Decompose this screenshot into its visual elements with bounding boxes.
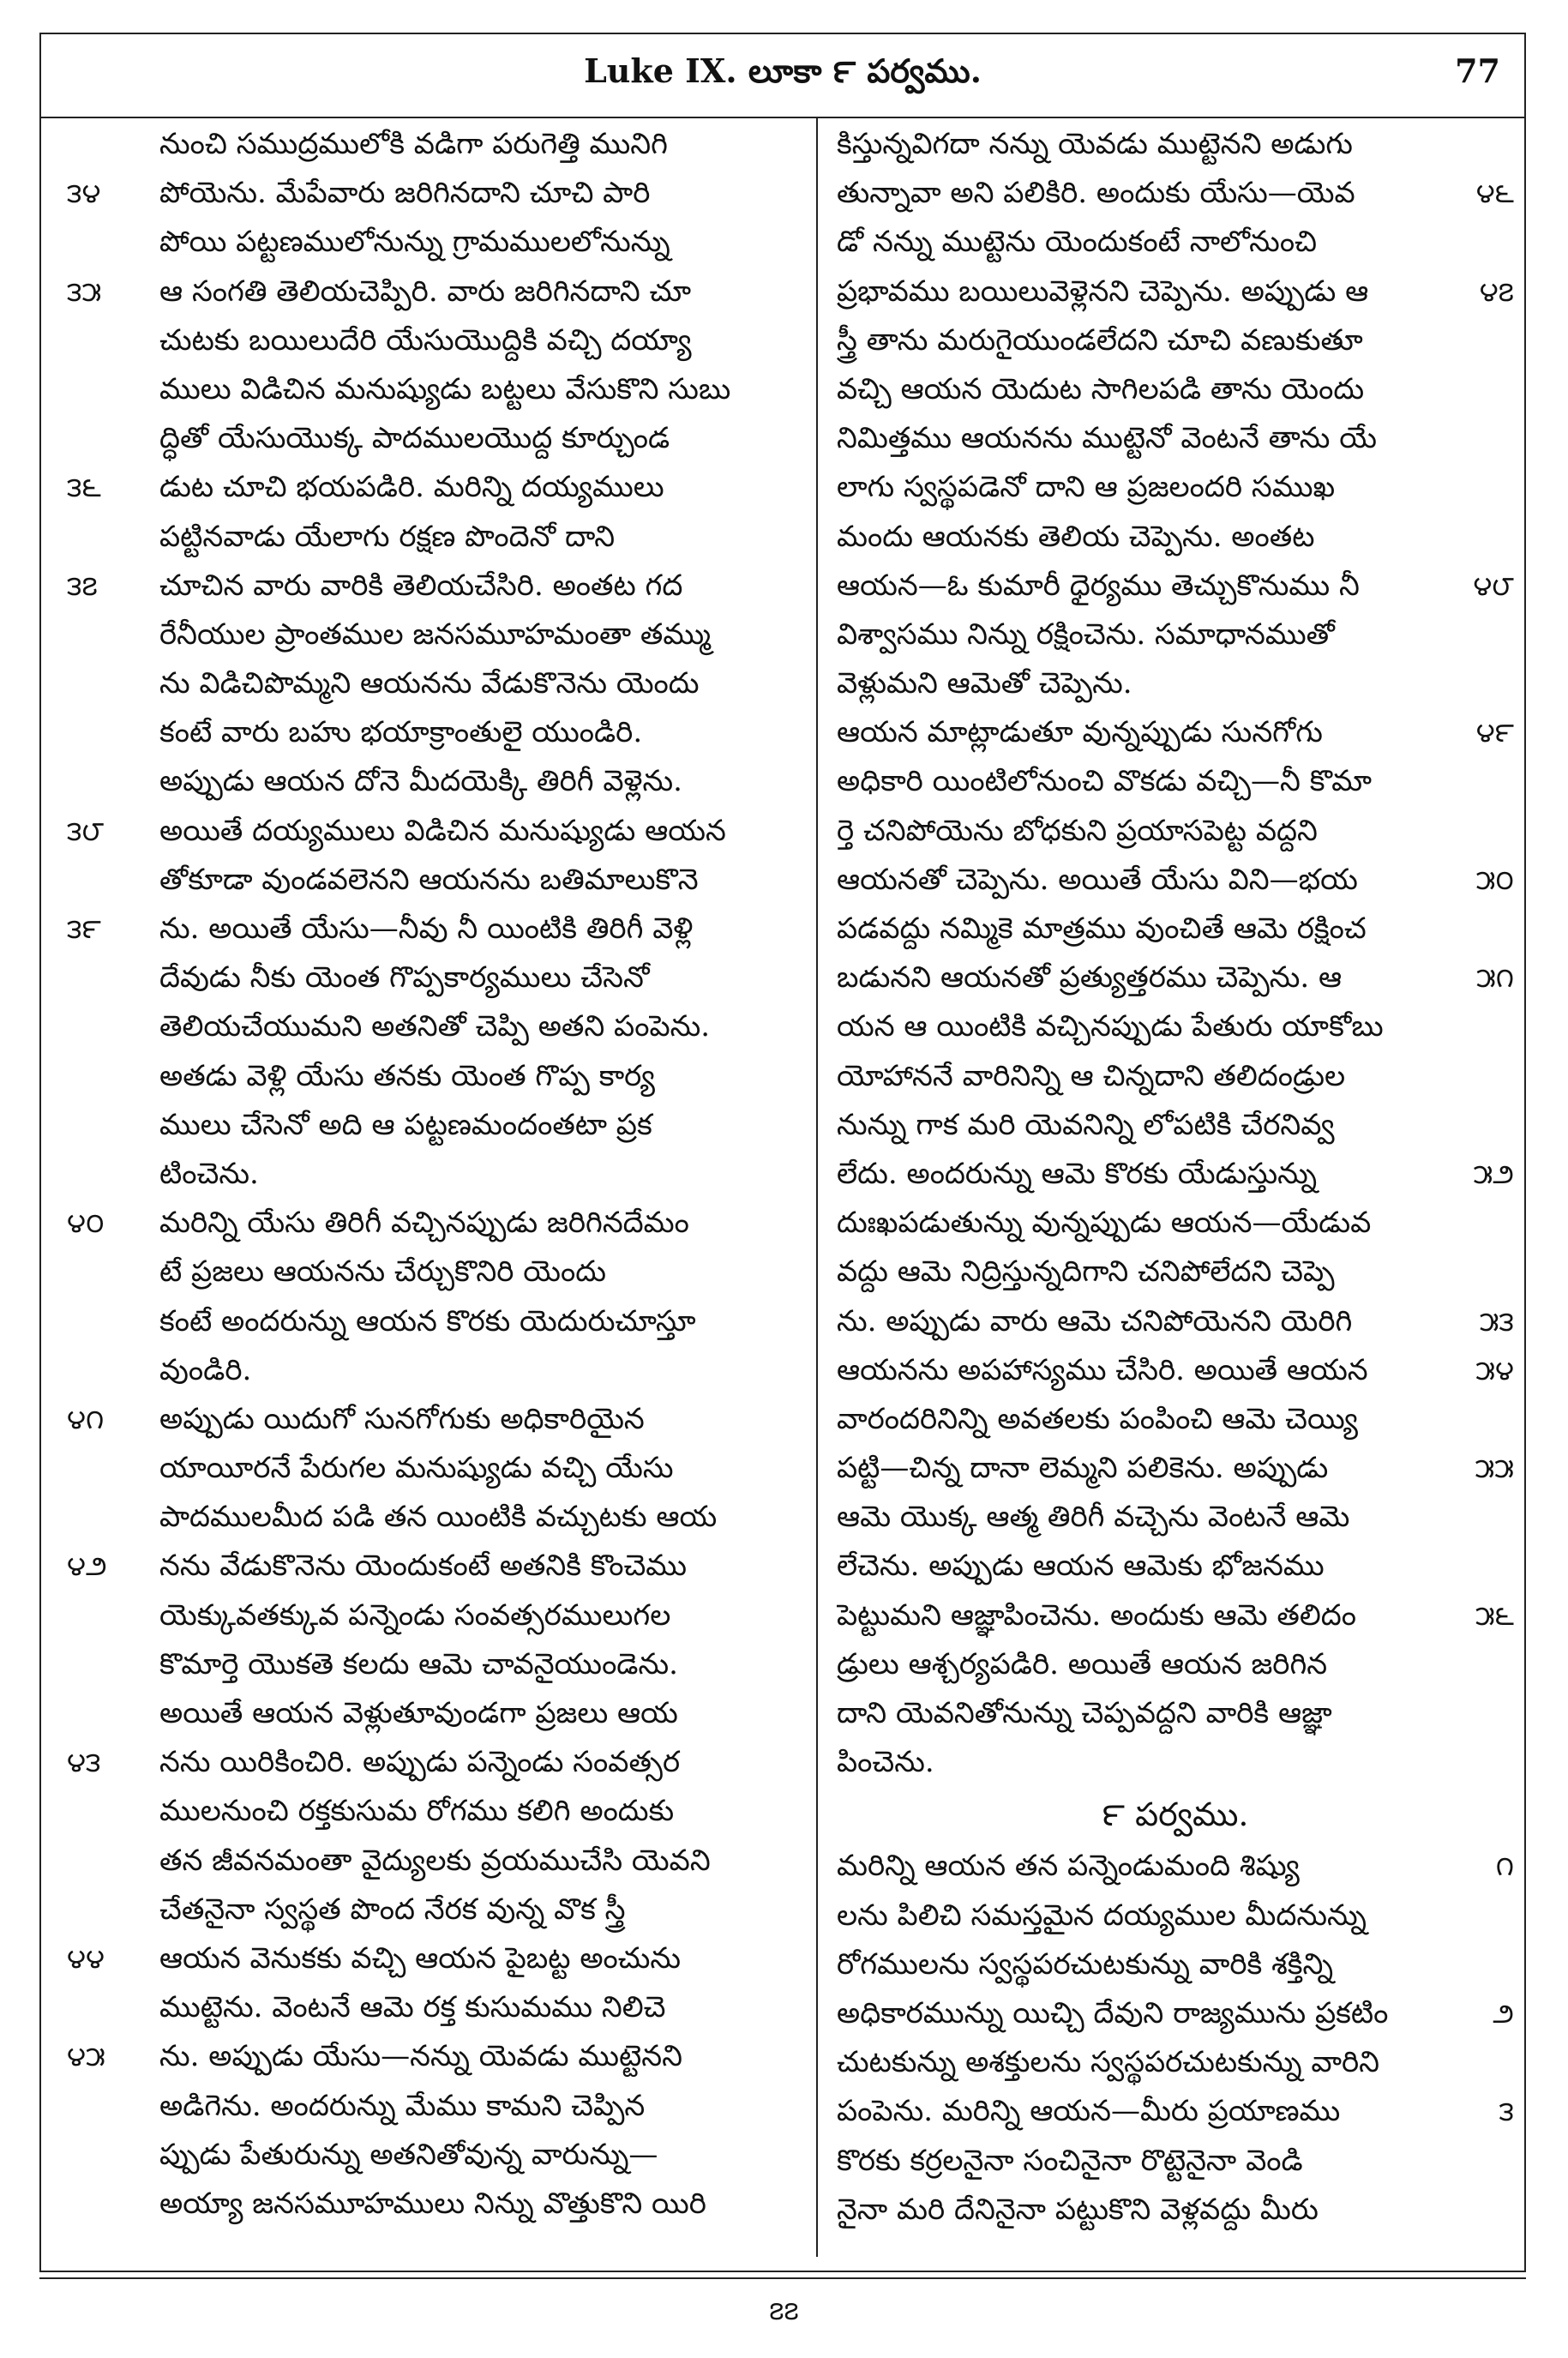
text-line [67, 757, 801, 806]
text-line [67, 1837, 801, 1886]
verse-number: ౩౬ [67, 471, 101, 504]
text-line [837, 1689, 1514, 1738]
text-line [837, 1493, 1514, 1542]
text-line [67, 1248, 801, 1296]
verse-number: ౪౭ [1479, 274, 1514, 308]
text-line [837, 1989, 1514, 2038]
verse-number: ౩ [1499, 2095, 1514, 2128]
line-text: పట్టి—చిన్న దానా లెమ్మని పలికెను. అప్పుడు [837, 1451, 1329, 1486]
line-text: యాయీరనే పేరుగల మనుష్యుడు వచ్చి యేసు [159, 1451, 674, 1486]
verse-number: ౪౬ [1475, 177, 1514, 210]
line-text: నిమిత్తము ఆయనను ముట్టెనో వెంటనే తాను యే [837, 421, 1377, 456]
text-line [837, 1395, 1514, 1444]
line-text: తన జీవనమంతా వైద్యులకు వ్రయముచేసి యెవని [159, 1843, 711, 1878]
text-line [67, 1052, 801, 1101]
line-text: లాగు స్వస్థపడెనో దాని ఆ ప్రజలందరి సముఖ [837, 470, 1336, 505]
text-line [67, 1346, 801, 1395]
line-text: ఆమె యొక్క ఆత్మ తిరిగీ వచ్చెను వెంటనే ఆమె [837, 1500, 1350, 1535]
text-line [67, 1101, 801, 1150]
text-line [67, 218, 801, 267]
line-text: మరిన్ని యేసు తిరిగీ వచ్చినప్పుడు జరిగినదేమం [159, 1206, 689, 1241]
text-line [67, 611, 801, 659]
line-text: తోకూడా వుండవలెనని ఆయనను బతిమాలుకొనె [159, 862, 699, 897]
line-text: పించెను. [837, 1745, 934, 1780]
line-text: కొమార్తె యొకతె కలదు ఆమె చావనైయుండెను. [159, 1646, 678, 1681]
text-line [67, 1787, 801, 1836]
text-line [837, 268, 1514, 316]
text-line [837, 169, 1514, 218]
column-divider [816, 117, 818, 2257]
text-line [67, 1395, 801, 1444]
running-title: Luke IX. లూకా ౯ పర్వము. [584, 51, 982, 90]
text-line [67, 268, 801, 316]
line-text: ఆయన వెనుకకు వచ్చి ఆయన పైబట్ట అంచును [159, 1940, 681, 1976]
line-text: నను వేడుకొనెను యెందుకంటే అతనికి కొంచెము [159, 1549, 688, 1584]
line-text: కంటే అందరున్ను ఆయన కొరకు యెదురుచూస్తూ [159, 1303, 696, 1338]
line-text: తెలియచేయుమని అతనితో చెప్పి అతని పంపెను. [159, 1009, 711, 1044]
line-text: అప్పుడు ఆయన దోనె మీదయెక్కి తిరిగీ వెళ్లెను. [159, 764, 682, 799]
text-line [67, 1738, 801, 1787]
line-text: అడిగెను. అందరున్ను మేము కామని చెప్పిన [159, 2088, 646, 2123]
line-text: ఆ సంగతి తెలియచెప్పిరి. వారు జరిగినదాని చూ [159, 274, 692, 309]
line-text: అధికారి యింటిలోనుంచి వొకడు వచ్చి—నీ కొమా [837, 764, 1373, 799]
line-text: ప్పుడు పేతురున్ను అతనితోవున్న వారున్ను— [159, 2137, 658, 2172]
text-line [67, 1934, 801, 1983]
text-line [837, 1542, 1514, 1591]
line-text: అయితే దయ్యములు విడిచిన మనుష్యుడు ఆయన [159, 813, 726, 848]
text-line [837, 708, 1514, 757]
text-line [837, 1346, 1514, 1395]
text-line [837, 562, 1514, 611]
line-text: ను. అప్పుడు వారు ఆమె చనిపోయెనని యెరిగి [837, 1303, 1353, 1338]
verse-number: ౩౮ [67, 814, 105, 847]
line-text: విశ్వాసము నిన్ను రక్షించెను. సమాధానముతో [837, 617, 1335, 652]
text-line [67, 169, 801, 218]
text-line [67, 120, 801, 169]
line-text: తున్నావా అని పలికిరి. అందుకు యేసు—యెవ [837, 176, 1355, 211]
line-text: దేవుడు నీకు యెంత గొప్పకార్యములు చేసెనో [159, 960, 650, 996]
verse-number: ౪౯ [1475, 716, 1514, 749]
line-text: ౯ పర్వము. [1102, 1796, 1249, 1834]
line-text: టించెను. [159, 1156, 259, 1191]
page-header [41, 34, 1524, 118]
line-text: టే ప్రజలు ఆయనను చేర్చుకొనిరి యెందు [159, 1254, 606, 1290]
verse-number: ౪౨ [67, 1549, 107, 1583]
verse-number: ౪౩ [67, 1746, 101, 1779]
line-text: ములనుంచి రక్తకుసుమ రోగము కలిగి అందుకు [159, 1794, 675, 1829]
text-line [837, 1052, 1514, 1101]
verse-number: ౫౩ [1479, 1304, 1514, 1338]
line-text: కిస్తున్నవిగదా నన్ను యెవడు ముట్టెనని అడుగు [837, 127, 1353, 161]
text-line [837, 1297, 1514, 1346]
text-line [837, 1199, 1514, 1248]
text-line [67, 2180, 801, 2229]
line-text: యెక్కువతక్కువ పన్నెండు సంవత్సరములుగల [159, 1597, 671, 1633]
text-line [837, 414, 1514, 463]
line-text: దుఃఖపడుతున్ను వున్నప్పుడు ఆయన—యేడువ [837, 1206, 1372, 1241]
verse-number: ౫౦ [1475, 863, 1514, 896]
verse-number: ౫౬ [1475, 1598, 1514, 1632]
text-line [67, 905, 801, 953]
line-text: చూచిన వారు వారికి తెలియచేసిరి. అంతట గద [159, 568, 683, 603]
verse-number: ౫౫ [1475, 1452, 1514, 1485]
line-text: వారందరినిన్ని అవతలకు పంపించి ఆమె చెయ్యి [837, 1401, 1358, 1436]
line-text: ములు విడిచిన మనుష్యుడు బట్టలు వేసుకొని సుబు [159, 371, 731, 406]
signature-mark: ౭౭ [769, 2296, 799, 2326]
text-line [67, 513, 801, 562]
line-text: లేదు. అందరున్ను ఆమె కొరకు యేడుస్తున్ను [837, 1156, 1318, 1191]
verse-number: ౪౮ [1473, 568, 1514, 602]
text-line [67, 1886, 801, 1934]
text-line [837, 2087, 1514, 2136]
verse-number: ౫౪ [1475, 1353, 1514, 1387]
text-line [67, 365, 801, 414]
text-line [837, 2137, 1514, 2186]
text-line [67, 1689, 801, 1738]
text-line [837, 316, 1514, 365]
line-text: పట్టినవాడు యేలాగు రక్షణ పొందెనో దాని [159, 519, 616, 554]
line-text: నున్ను గాక మరి యెవనిన్ని లోపటికి చేరనివ్వ [837, 1107, 1335, 1142]
page-number: 77 [1455, 51, 1500, 90]
line-text: చుటకున్ను అశక్తులను స్వస్థపరచుటకున్ను వారిని [837, 2045, 1380, 2080]
text-line [837, 513, 1514, 562]
text-line [67, 1150, 801, 1199]
text-line [67, 1640, 801, 1689]
verse-number: ౪౫ [67, 2040, 105, 2073]
line-text: అయ్యా జనసమూహములు నిన్ను వొత్తుకొని యిరి [159, 2186, 706, 2221]
line-text: లను పిలిచి సమస్తమైన దయ్యముల మీదనున్ను [837, 1898, 1367, 1933]
line-text: పోయి పట్టణములోనున్ను గ్రామములలోనున్ను [159, 225, 670, 260]
verse-number: ౩౯ [67, 912, 101, 945]
right-column [837, 120, 1514, 2257]
scripture-page [39, 33, 1526, 2272]
line-text: అయితే ఆయన వెళ్లుతూవుండగా ప్రజలు ఆయ [159, 1696, 678, 1730]
line-text: కొరకు కర్రలనైనా సంచినైనా రొట్టెనైనా వెండి [837, 2143, 1303, 2178]
text-line [67, 1199, 801, 1248]
text-line [67, 316, 801, 365]
line-text: ఆయన—ఓ కుమారీ ధైర్యము తెచ్చుకొనుము నీ [837, 568, 1360, 603]
line-text: ప్రభావము బయిలువెళ్లెనని చెప్పెను. అప్పుడు ఆ [837, 274, 1369, 309]
text-line [837, 365, 1514, 414]
verse-number: ౨ [1493, 1996, 1514, 2030]
line-text: అధికారమున్ను యిచ్చి దేవుని రాజ్యమును ప్రకటిం [837, 1995, 1389, 2030]
line-text: ను. అయితే యేసు—నీవు నీ యింటికి తిరిగీ వెళ్లి [159, 911, 694, 946]
text-line [67, 1297, 801, 1346]
text-line [67, 562, 801, 611]
line-text: పడవద్దు నమ్మికె మాత్రము వుంచితే ఆమె రక్షించ [837, 911, 1367, 946]
text-line [67, 2131, 801, 2180]
text-line [837, 1002, 1514, 1051]
line-text: పోయెను. మేపేవారు జరిగినదాని చూచి పారి [159, 176, 651, 211]
line-text: ఆయనతో చెప్పెను. అయితే యేసు విని—భయ [837, 862, 1358, 897]
line-text: చుటకు బయిలుదేరి యేసుయొద్దికి వచ్చి దయ్యా [159, 322, 692, 358]
line-text: యన ఆ యింటికి వచ్చినప్పుడు పేతురు యాకోబు [837, 1009, 1384, 1044]
text-line [837, 120, 1514, 169]
text-line [837, 1150, 1514, 1199]
line-text: పాదములమీద పడి తన యింటికి వచ్చుటకు ఆయ [159, 1500, 718, 1535]
text-line [837, 1940, 1514, 1989]
line-text: డ్రులు ఆశ్చర్యపడిరి. అయితే ఆయన జరిగిన [837, 1646, 1328, 1681]
line-text: ను విడిచిపొమ్మని ఆయనను వేడుకొనెను యెందు [159, 666, 700, 701]
line-text: మరిన్ని ఆయన తన పన్నెండుమంది శిష్యు [837, 1849, 1300, 1884]
text-line [837, 1842, 1514, 1891]
verse-number: ౪౦ [67, 1206, 105, 1240]
text-line [67, 2032, 801, 2081]
text-line [837, 1444, 1514, 1493]
text-line [837, 1892, 1514, 1940]
verse-number: ౪౧ [67, 1402, 105, 1435]
line-text: ను. అప్పుడు యేసు—నన్ను యెవడు ముట్టెనని [159, 2039, 683, 2074]
line-text: డుట చూచి భయపడిరి. మరిన్ని దయ్యములు [159, 470, 664, 505]
text-line [837, 659, 1514, 708]
line-text: డో నన్ను ముట్టెను యెందుకంటే నాలోనుంచి [837, 225, 1318, 260]
text-line [67, 463, 801, 512]
text-line [67, 1444, 801, 1493]
chapter-heading [837, 1787, 1514, 1842]
line-text: పెట్టుమని ఆజ్ఞాపించెను. అందుకు ఆమె తలిదం [837, 1597, 1357, 1633]
verse-number: ౫౧ [1475, 961, 1514, 995]
text-line [67, 1591, 801, 1640]
text-line [837, 757, 1514, 806]
text-line [837, 1640, 1514, 1689]
line-text: కంటే వారు బహు భయాక్రాంతులై యుండిరి. [159, 715, 643, 750]
text-line [67, 659, 801, 708]
line-text: లేచెను. అప్పుడు ఆయన ఆమెకు భోజనము [837, 1549, 1325, 1584]
text-line [67, 856, 801, 905]
bottom-rule [39, 2277, 1526, 2279]
text-line [837, 463, 1514, 512]
line-text: యోహాననే వారినిన్ని ఆ చిన్నదాని తలిదండ్రుల [837, 1058, 1346, 1093]
line-text: అతడు వెళ్లి యేసు తనకు యెంత గొప్ప కార్య [159, 1058, 655, 1093]
text-line [67, 1542, 801, 1591]
text-line [67, 953, 801, 1002]
line-text: వచ్చి ఆయన యెదుట సాగిలపడి తాను యెందు [837, 371, 1365, 406]
line-text: నను యిరికించిరి. అప్పుడు పన్నెండు సంవత్సర [159, 1745, 681, 1780]
left-column [67, 120, 801, 2257]
line-text: రోగములను స్వస్థపరచుటకున్ను వారికి శక్తిన్ని [837, 1946, 1334, 1982]
verse-number: ౧ [1495, 1850, 1514, 1883]
text-line [837, 218, 1514, 267]
verse-number: ౫౨ [1473, 1157, 1514, 1190]
text-line [837, 905, 1514, 953]
text-line [67, 414, 801, 463]
line-text: ర్తె చనిపోయెను బోధకుని ప్రయాసపెట్ట వద్దని [837, 813, 1318, 848]
line-text: ద్ధితో యేసుయొక్క పాదములయొద్ద కూర్చుండ [159, 421, 670, 456]
verse-number: ౩౫ [67, 274, 102, 308]
verse-number: ౪౪ [67, 1941, 105, 1975]
line-text: బడునని ఆయనతో ప్రత్యుత్తరము చెప్పెను. ఆ [837, 960, 1343, 996]
text-line [67, 1983, 801, 2032]
text-line [837, 1591, 1514, 1640]
verse-number: ౩౪ [67, 177, 101, 210]
line-text: నైనా మరి దేనినైనా పట్టుకొని వెళ్లవద్దు మీరు [837, 2192, 1319, 2227]
line-text: నుంచి సముద్రములోకి వడిగా పరుగెత్తి మునిగి [159, 127, 668, 161]
text-line [837, 2186, 1514, 2235]
line-text: ఆయనను అపహాస్యము చేసిరి. అయితే ఆయన [837, 1352, 1368, 1387]
text-line [837, 1101, 1514, 1150]
line-text: ఆయన మాట్లాడుతూ వున్నప్పుడు సునగోగు [837, 715, 1323, 750]
text-line [837, 856, 1514, 905]
line-text: దాని యెవనితోనున్ను చెప్పవద్దని వారికి ఆజ్ఞా [837, 1696, 1332, 1730]
text-line [837, 1738, 1514, 1787]
text-line [837, 2038, 1514, 2087]
text-line [837, 1248, 1514, 1296]
line-text: అప్పుడు యిదుగో సునగోగుకు అధికారియైన [159, 1401, 645, 1436]
text-line [67, 708, 801, 757]
line-text: పంపెను. మరిన్ని ఆయన—మీరు ప్రయాణము [837, 2094, 1341, 2129]
line-text: వెళ్లుమని ఆమెతో చెప్పెను. [837, 666, 1132, 701]
text-line [837, 611, 1514, 659]
text-line [67, 1493, 801, 1542]
text-line [837, 953, 1514, 1002]
text-line [67, 807, 801, 856]
verse-number: ౩౭ [67, 568, 98, 602]
text-line [67, 1002, 801, 1051]
text-line [837, 807, 1514, 856]
text-line [67, 2082, 801, 2131]
line-text: ముట్టెను. వెంటనే ఆమె రక్త కుసుమము నిలిచె [159, 1990, 666, 2025]
line-text: స్త్రీ తాను మరుగైయుండలేదని చూచి వణుకుతూ [837, 322, 1363, 358]
line-text: ములు చేసెనో అది ఆ పట్టణమందంతటా ప్రక [159, 1107, 652, 1142]
line-text: మందు ఆయనకు తెలియ చెప్పెను. అంతట [837, 519, 1315, 554]
line-text: చేతనైనా స్వస్థత పొంద నేరక వున్న వొక స్త్రీ [159, 1892, 626, 1927]
line-text: వద్దు ఆమె నిద్రిస్తున్నదిగాని చనిపోలేదని చెప్పె [837, 1254, 1335, 1290]
line-text: వుండిరి. [159, 1352, 252, 1387]
line-text: రేనీయుల ప్రాంతముల జనసమూహమంతా తమ్ము [159, 617, 712, 652]
